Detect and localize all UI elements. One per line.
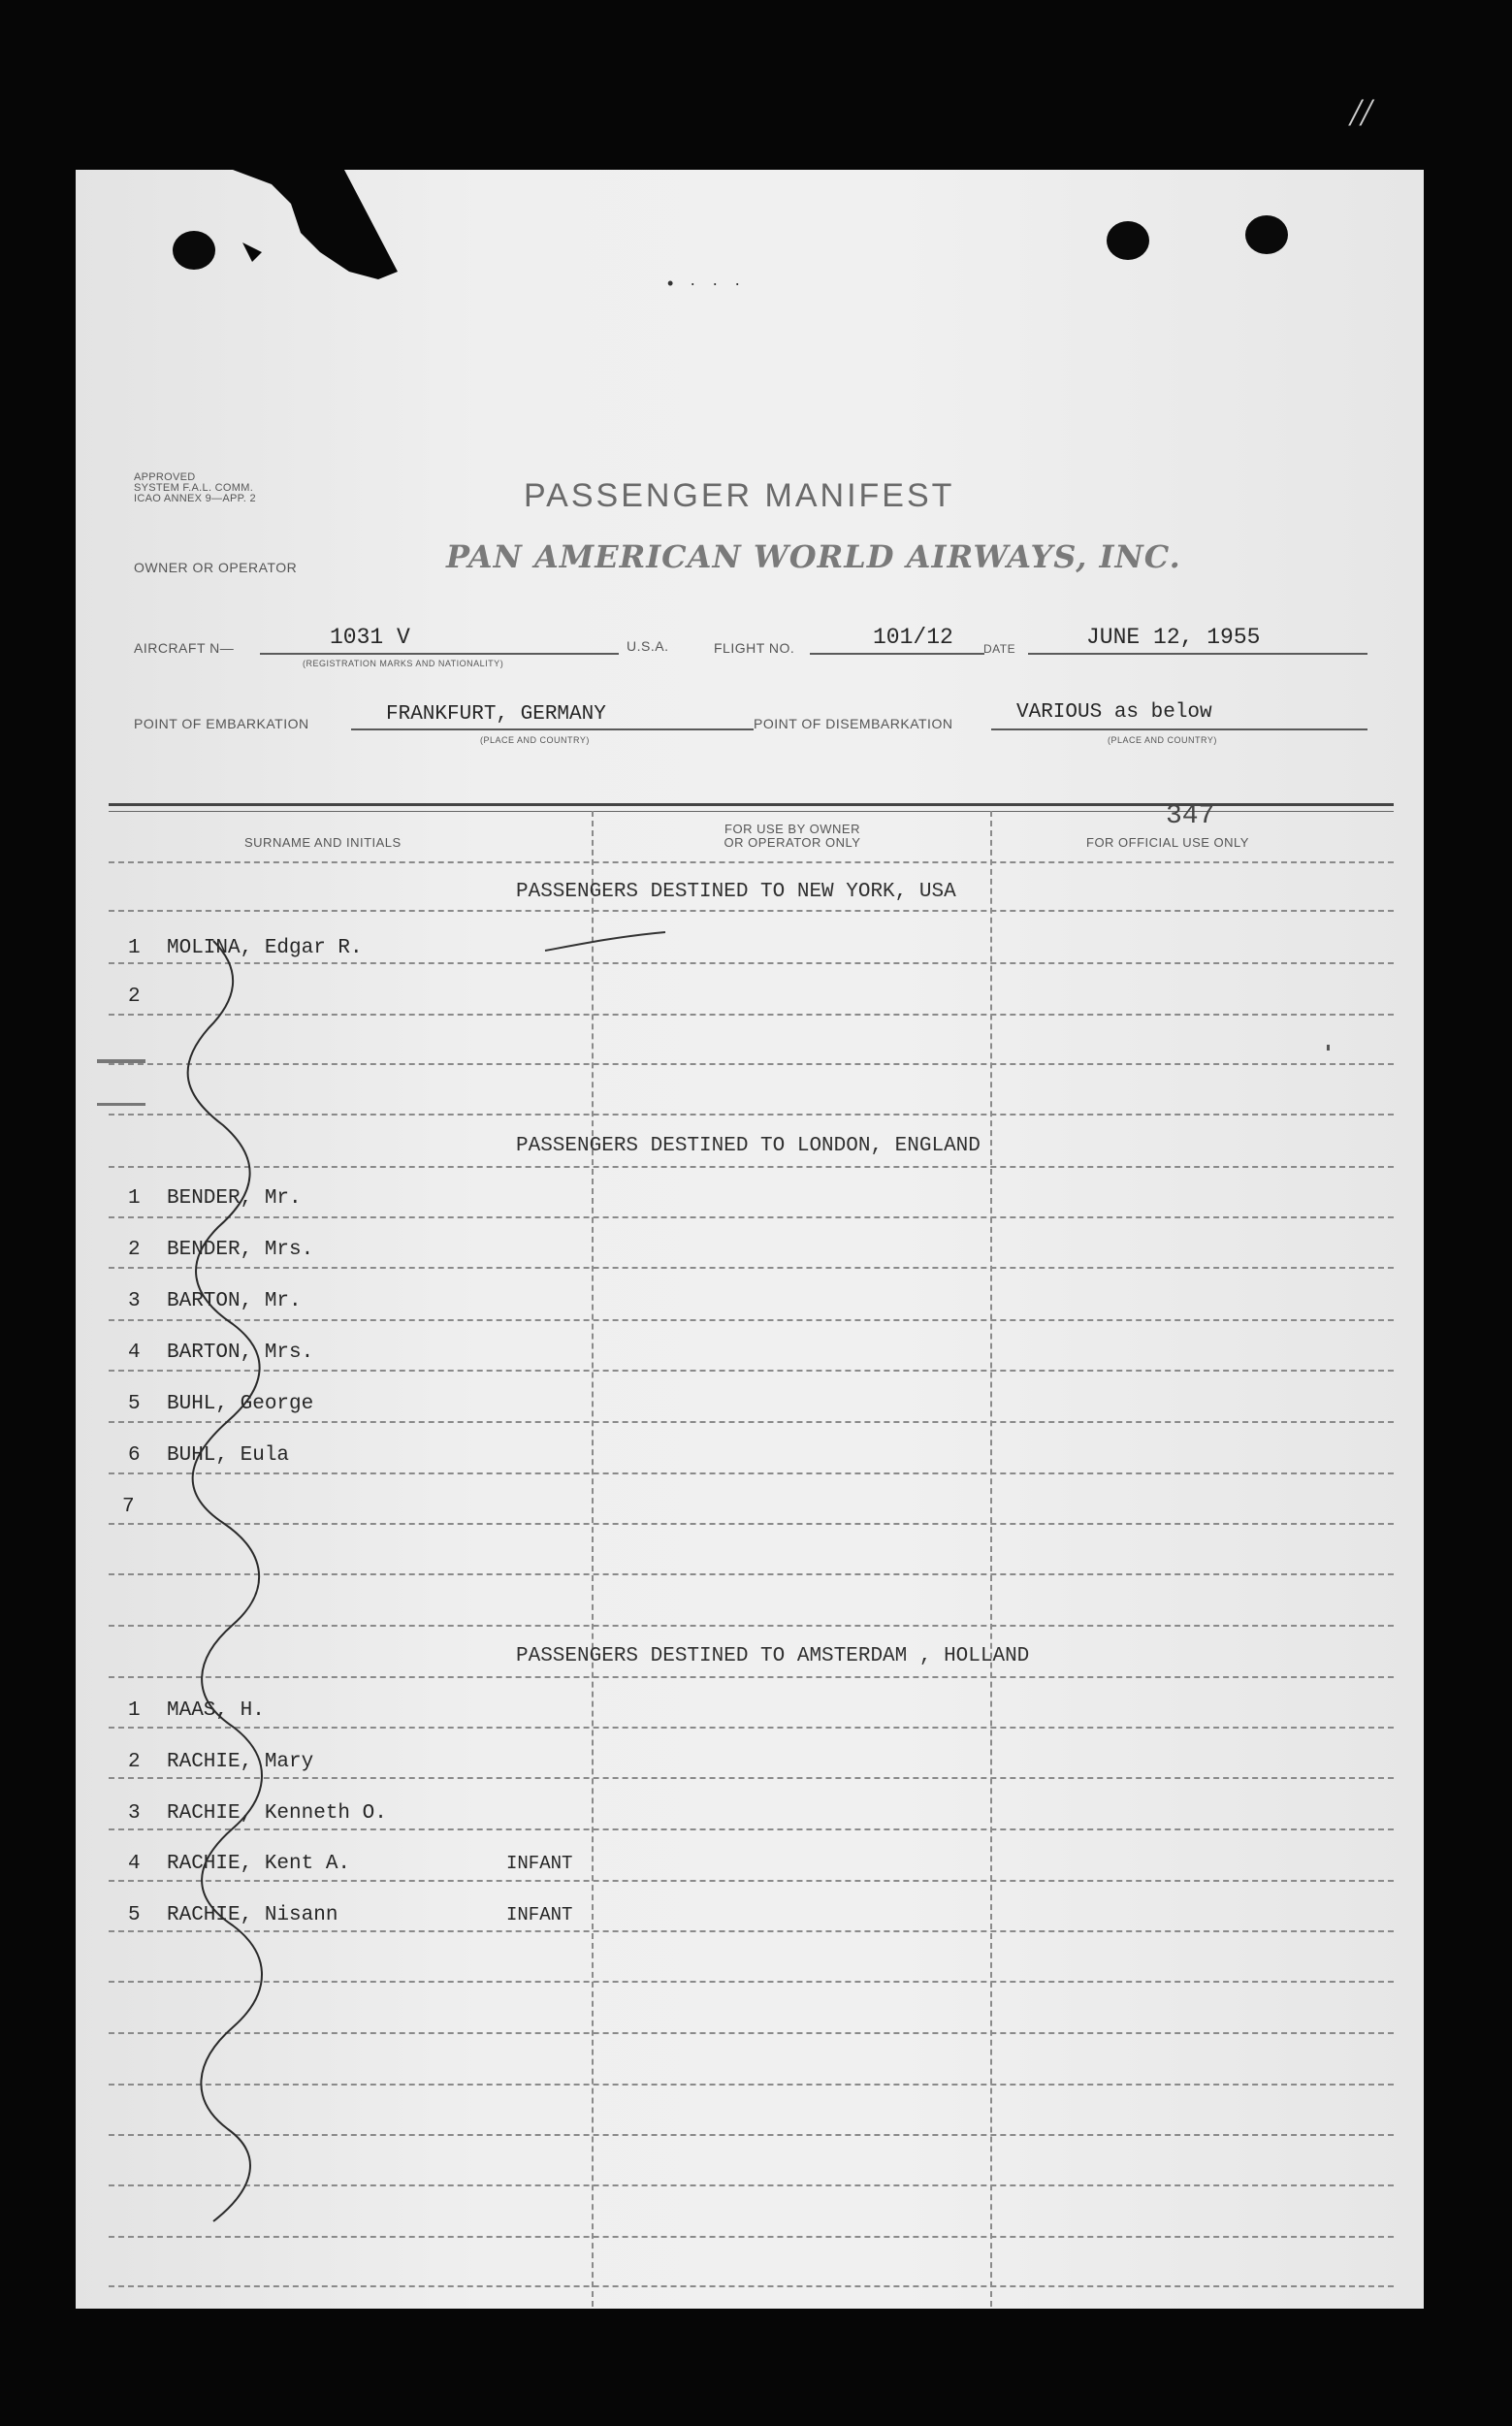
section-heading-london: PASSENGERS DESTINED TO LONDON, ENGLAND [516,1135,981,1157]
page-title: PASSENGER MANIFEST [524,477,955,514]
column-official-use: FOR OFFICIAL USE ONLY [1086,835,1249,850]
row-number: 4 [128,1853,141,1875]
column-divider-1 [592,811,594,2307]
row-number: 2 [128,986,141,1008]
tick-mark [97,1059,145,1063]
row-number: 1 [128,1699,141,1722]
row-number: 5 [128,1393,141,1415]
date-value: JUNE 12, 1955 [1086,625,1261,650]
passenger-name: BARTON, Mr. [167,1290,302,1312]
approval-block [134,472,256,504]
row-number: 3 [128,1802,141,1825]
pen-stroke [543,926,669,955]
disembarkation-label: POINT OF DISEMBARKATION [754,716,953,731]
section-heading-new-york: PASSENGERS DESTINED TO NEW YORK, USA [516,881,956,903]
infant-note: INFANT [506,1853,573,1874]
disembarkation-value: VARIOUS as below [1016,701,1212,724]
row-number: 5 [128,1904,141,1926]
row-number: 2 [128,1751,141,1773]
torn-corner [233,165,427,281]
section-heading-amsterdam: PASSENGERS DESTINED TO AMSTERDAM , HOLLAND [516,1645,1030,1667]
date-underline [1028,653,1367,655]
column-owner-use [700,823,885,850]
column-divider-2 [990,811,992,2307]
passenger-name: BUHL, George [167,1393,314,1415]
punch-hole-left [173,231,215,270]
passenger-name: RACHIE, Mary [167,1751,314,1773]
top-marks: • · · · [667,274,747,293]
page-number: 347 [1166,801,1215,831]
airline-name: PAN AMERICAN WORLD AIRWAYS, INC. [446,538,1181,575]
punch-hole-right-2 [1245,215,1288,254]
passenger-name: BENDER, Mr. [167,1187,302,1210]
infant-note: INFANT [506,1904,573,1925]
aircraft-label: AIRCRAFT N— [134,640,235,656]
registration-note: (REGISTRATION MARKS AND NATIONALITY) [303,659,504,668]
aircraft-underline [260,653,619,655]
approval-line: APPROVED [134,471,196,483]
date-label: DATE [983,642,1016,656]
punch-hole-right-1 [1107,221,1149,260]
row-number: 7 [122,1496,135,1518]
tick-mark [97,1103,145,1106]
disembarkation-underline [991,728,1367,730]
wavy-pen-line [145,931,310,2231]
owner-label: OWNER OR OPERATOR [134,560,298,575]
row-number: 1 [128,1187,141,1210]
embarkation-note: (PLACE AND COUNTRY) [480,735,590,745]
flight-label: FLIGHT NO. [714,640,795,656]
row-number: 2 [128,1239,141,1261]
column-surname: SURNAME AND INITIALS [244,835,402,850]
passenger-name: BUHL, Eula [167,1444,290,1467]
usa-label: U.S.A. [627,638,669,654]
passenger-name: MOLINA, Edgar R. [167,937,363,959]
row-number: 3 [128,1290,141,1312]
corner-mark: // [1350,90,1372,134]
approval-line: SYSTEM F.A.L. COMM. [134,482,254,494]
column-owner-use-line1: FOR USE BY OWNER [724,822,860,836]
row-number: 4 [128,1342,141,1364]
passenger-name: RACHIE, Nisann [167,1904,338,1926]
column-owner-use-line2: OR OPERATOR ONLY [724,835,861,850]
passenger-name: BARTON, Mrs. [167,1342,314,1364]
flight-value: 101/12 [873,625,953,650]
aircraft-value: 1031 V [330,625,410,650]
disembarkation-note: (PLACE AND COUNTRY) [1108,735,1217,745]
passenger-name: MAAS, H. [167,1699,265,1722]
row-number: 6 [128,1444,141,1467]
passenger-name: BENDER, Mrs. [167,1239,314,1261]
flight-underline [810,653,984,655]
embarkation-label: POINT OF EMBARKATION [134,716,309,731]
approval-line: ICAO ANNEX 9—APP. 2 [134,493,256,504]
embarkation-value: FRANKFURT, GERMANY [386,703,606,726]
passenger-name: RACHIE, Kent A. [167,1853,351,1875]
row-number: 1 [128,937,141,959]
stray-mark [1327,1045,1330,1051]
passenger-name: RACHIE, Kenneth O. [167,1802,387,1825]
embarkation-underline [351,728,754,730]
